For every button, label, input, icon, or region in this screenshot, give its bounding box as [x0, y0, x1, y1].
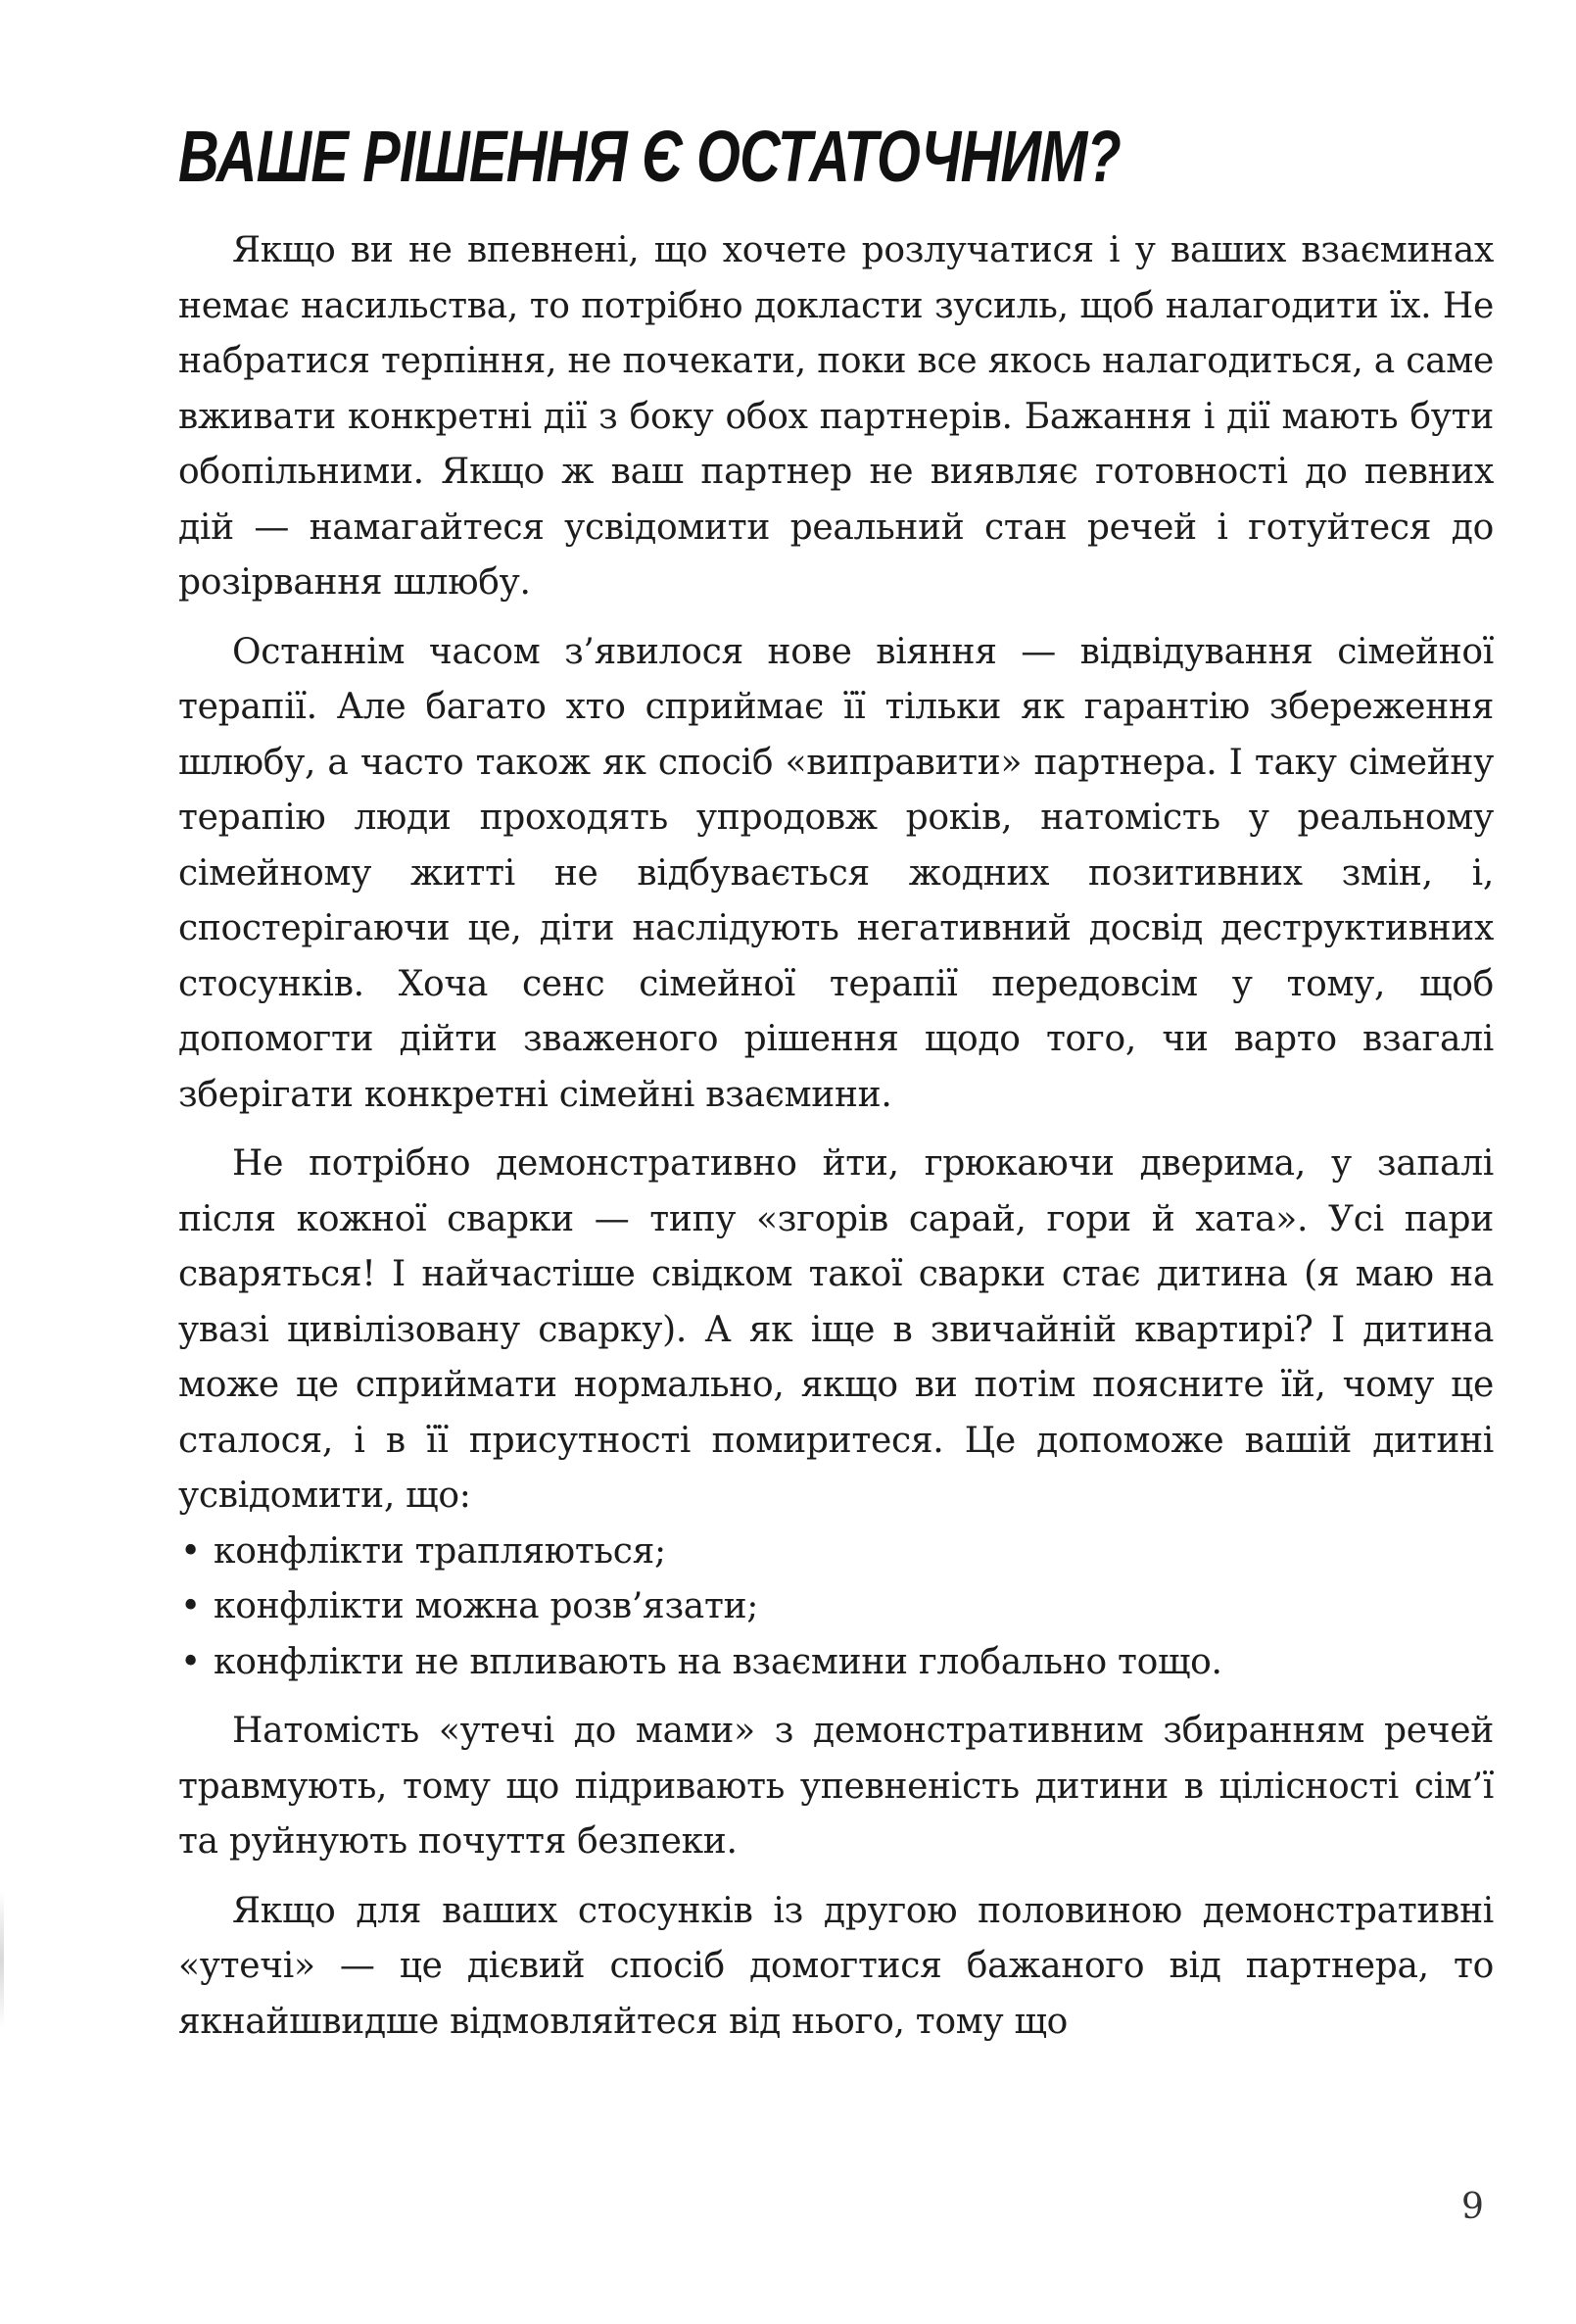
book-page	[178, 108, 1494, 2063]
bullet-icon: •	[180, 1586, 201, 1626]
list-item-text: конфлікти можна розв’язати;	[214, 1586, 759, 1626]
list-item-text: конфлікти трапляються;	[214, 1530, 666, 1572]
list-item	[178, 1525, 1494, 1580]
scan-edge-shadow	[0, 1891, 4, 2028]
paragraph-demonstrative-escapes: Якщо для ваших стосунків із другою половиною демонстративні «утечі» — це дієвий спосіб домогтися бажаного від партнера, то якнайшвидше відмовляйтеся від нього, тому що	[178, 1890, 1494, 2042]
paragraph-quarrels: Не потрібно демонстративно йти, грюкаючи дверима, у запалі після кожної сварки — типу «згорів сарай, гори й хата». Усі пари сваряться! І найчастіше свідком такої сварки стає дитина (я маю на увазі цивілізовану сварку). А як іще в звичайній квартирі? І дитина може це сприймати нормально, якщо ви потім поясните їй, чому це сталося, і в її присутності помиритеся. Це допоможе вашій дитині усвідомити, що:	[178, 1143, 1494, 1516]
list-item	[178, 1579, 1494, 1635]
conflict-bullet-list	[178, 1525, 1494, 1691]
bullet-icon: •	[180, 1530, 201, 1572]
list-item-text: конфлікти не впливають на взаємини глобально тощо.	[214, 1641, 1222, 1682]
paragraph-running-to-mom: Натомість «утечі до мами» з демонстративним збиранням речей травмують, тому що підривають упевненість дитини в цілісності сім’ї та руйнують почуття безпеки.	[178, 1711, 1494, 1862]
page-title: ВАШЕ РІШЕННЯ Є ОСТАТОЧНИМ?	[178, 116, 1122, 197]
paragraph-family-therapy: Останнім часом з’явилося нове віяння — відвідування сімейної терапії. Але багато хто сприймає її тільки як гарантію збереження шлюбу, а часто також як спосіб «виправити» партнера. І таку сімейну терапію люди проходять упродовж років, натомість у реальному сімейному житті не відбувається жодних позитивних змін, і, спостерігаючи це, діти наслідують негативний досвід деструктивних стосунків. Хоча сенс сімейної терапії передовсім у тому, щоб допомогти дійти зваженого рішення щодо того, чи варто взагалі зберігати конкретні сімейні взаємини.	[178, 631, 1494, 1115]
page-number: 9	[1461, 2187, 1484, 2227]
bullet-icon: •	[180, 1641, 201, 1682]
paragraph-decision-effort: Якщо ви не впевнені, що хочете розлучатися і у ваших взаєминах немає насильства, то потрібно докласти зусиль, щоб налагодити їх. Не набратися терпіння, не почекати, поки все якось налагодиться, а саме вживати конкретні дії з боку обох партнерів. Бажання і дії мають бути обопільними. Якщо ж ваш партнер не виявляє готовності до певних дій — намагайтеся усвідомити реальний стан речей і готуйтеся до розірвання шлюбу.	[178, 230, 1494, 603]
list-item	[178, 1635, 1494, 1691]
